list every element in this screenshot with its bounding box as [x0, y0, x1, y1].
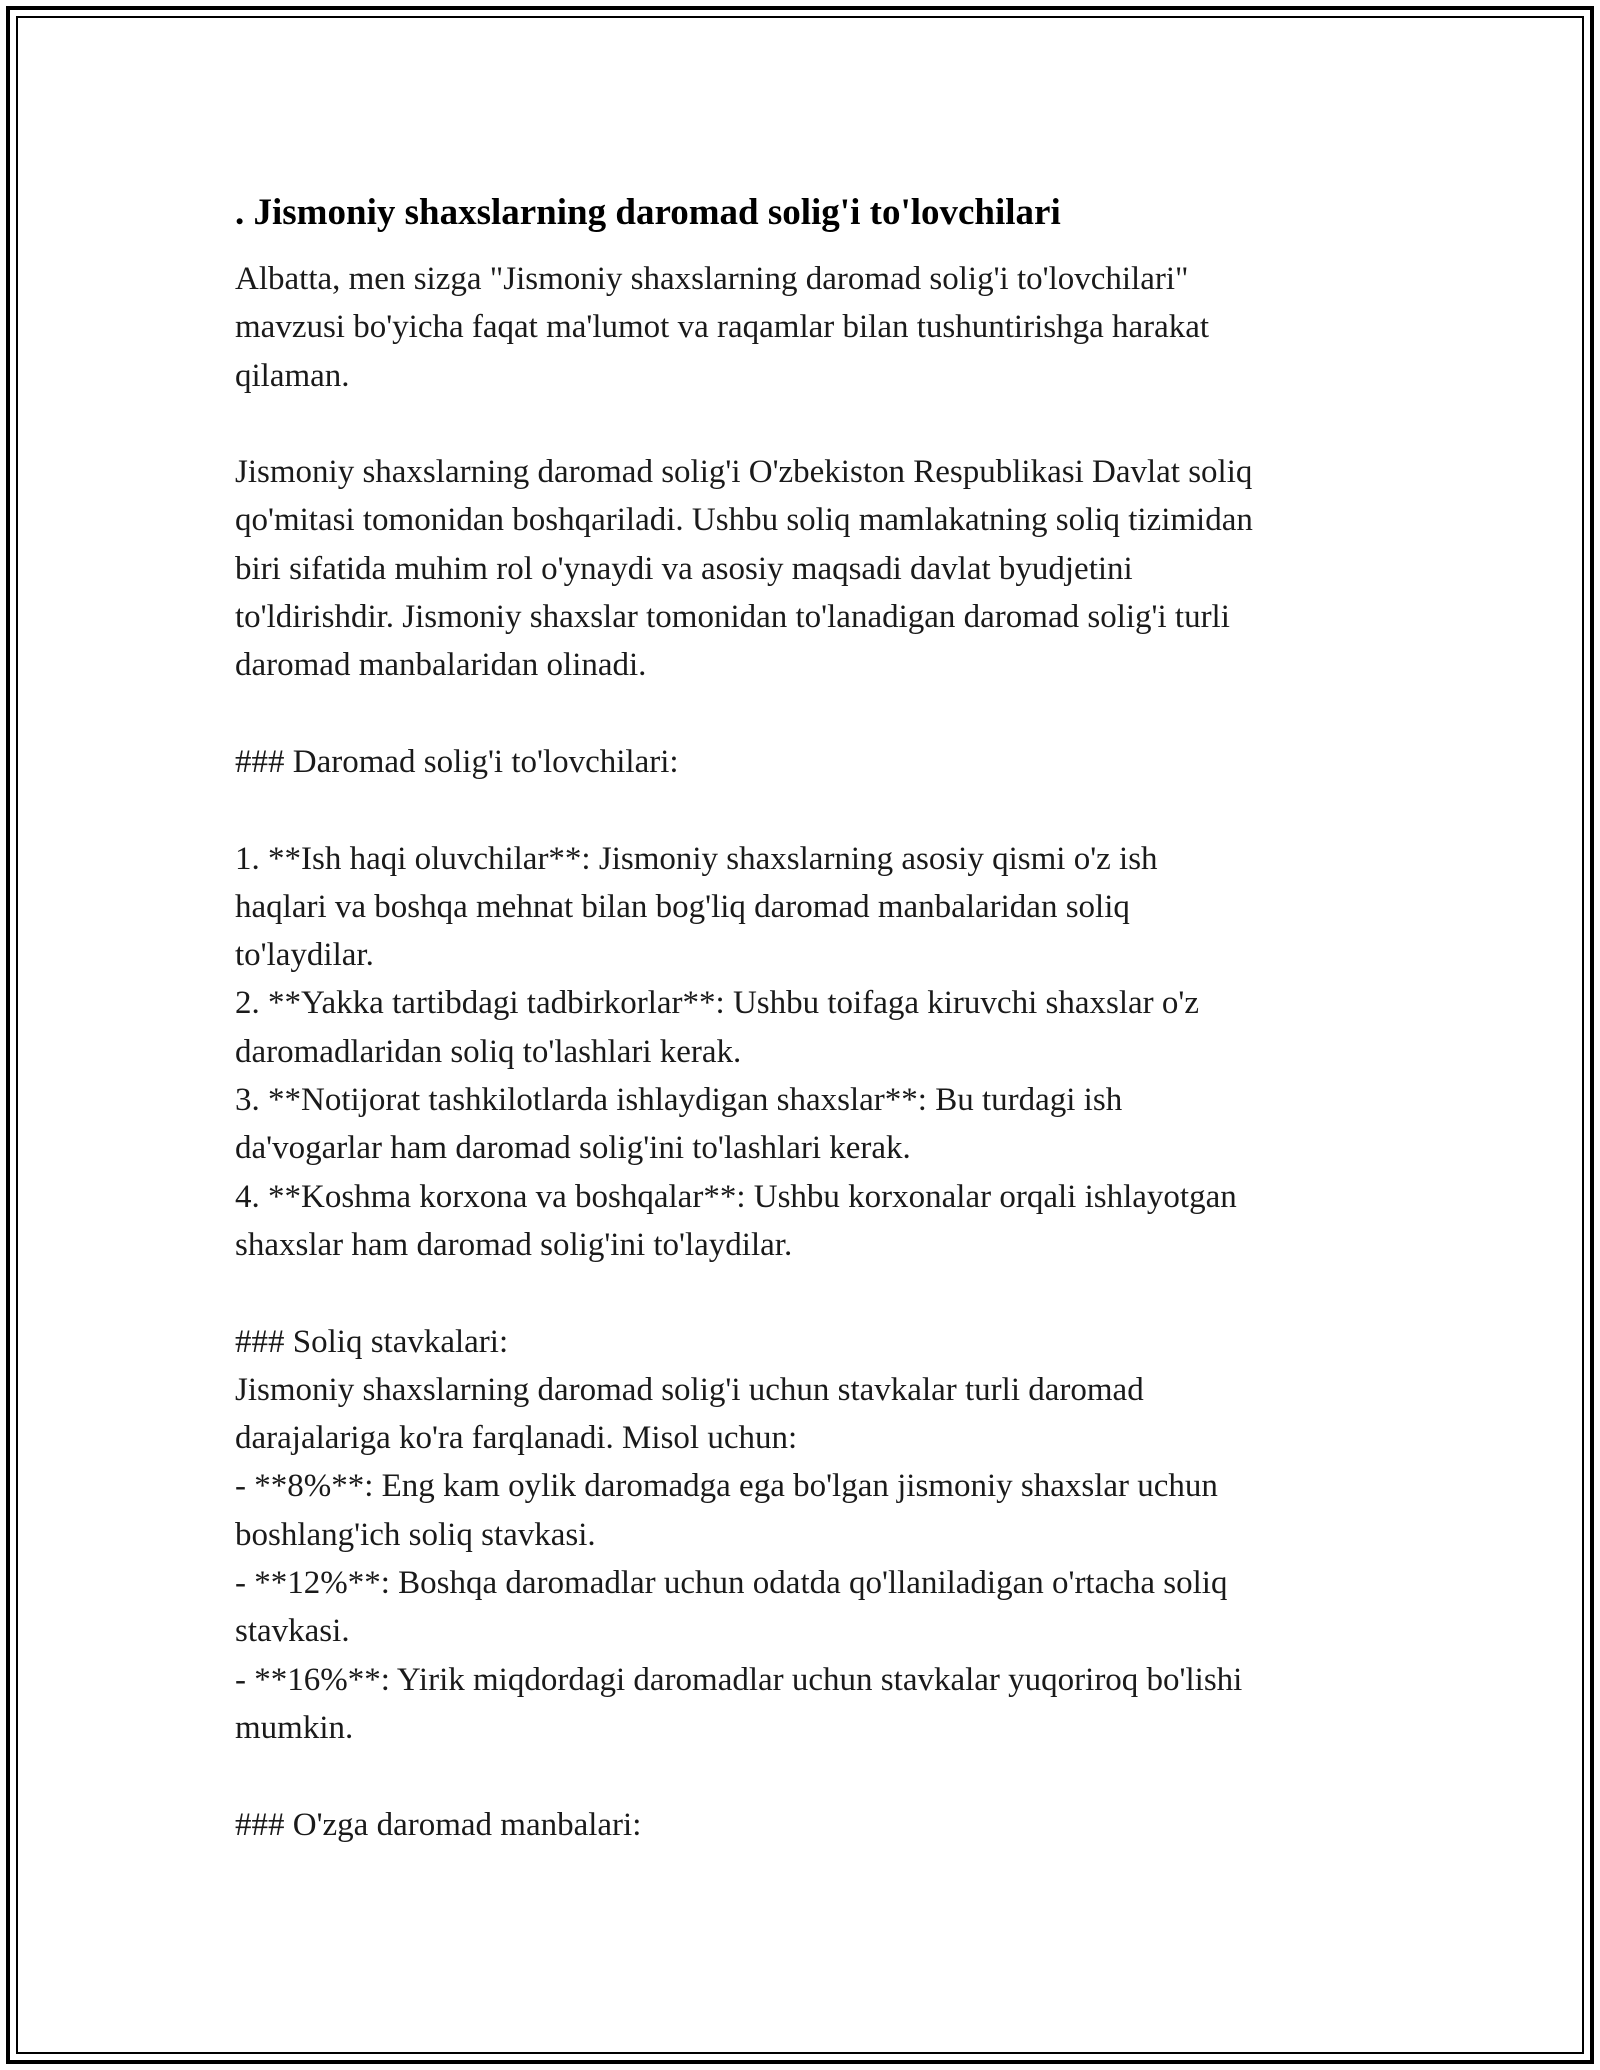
- text-line: da'vogarlar ham daromad solig'ini to'lashlari kerak.: [235, 1130, 911, 1167]
- text-line: 3. **Notijorat tashkilotlarda ishlaydigan shaxslar**: Bu turdagi ish: [235, 1082, 1123, 1119]
- text-line: daromadlaridan soliq to'lashlari kerak.: [235, 1033, 742, 1070]
- text-line: [235, 690, 1375, 738]
- text-line: shaxslar ham daromad solig'ini to'laydilar.: [235, 1226, 793, 1263]
- text-line: - **16%**: Yirik miqdordagi daromadlar uchun stavkalar yuqoriroq bo'lishi: [235, 1661, 1243, 1698]
- text-line: qo'mitasi tomonidan boshqariladi. Ushbu soliq mamlakatning soliq tizimidan: [235, 502, 1253, 539]
- document-title: . Jismoniy shaxslarning daromad solig'i to'lovchilari: [235, 192, 1061, 233]
- text-line: qilaman.: [235, 357, 350, 394]
- text-line: [235, 1752, 1375, 1800]
- text-line: to'laydilar.: [235, 937, 374, 974]
- text-line: ### O'zga daromad manbalari:: [235, 1806, 642, 1843]
- text-line: [235, 786, 1375, 834]
- text-line: - **8%**: Eng kam oylik daromadga ega bo'lgan jismoniy shaxslar uchun: [235, 1468, 1218, 1505]
- text-line: mumkin.: [235, 1709, 354, 1746]
- text-line: ### Daromad solig'i to'lovchilari:: [235, 743, 679, 780]
- text-line: daromad manbalaridan olinadi.: [235, 647, 647, 684]
- text-line: biri sifatida muhim rol o'ynaydi va asosiy maqsadi davlat byudjetini: [235, 550, 1133, 587]
- text-line: 1. **Ish haqi oluvchilar**: Jismoniy shaxslarning asosiy qismi o'z ish: [235, 840, 1158, 877]
- text-line: to'ldirishdir. Jismoniy shaxslar tomonidan to'lanadigan daromad solig'i turli: [235, 599, 1230, 636]
- text-line: boshlang'ich soliq stavkasi.: [235, 1516, 596, 1553]
- text-line: mavzusi bo'yicha faqat ma'lumot va raqamlar bilan tushuntirishga harakat: [235, 309, 1210, 346]
- document-text: [235, 255, 1375, 1849]
- text-line: stavkasi.: [235, 1613, 350, 1650]
- text-line: [235, 1269, 1375, 1317]
- document-body: [235, 187, 1375, 1849]
- text-line: Jismoniy shaxslarning daromad solig'i uchun stavkalar turli daromad: [235, 1371, 1144, 1408]
- text-line: ### Soliq stavkalari:: [235, 1323, 509, 1360]
- text-line: 4. **Koshma korxona va boshqalar**: Ushbu korxonalar orqali ishlayotgan: [235, 1178, 1237, 1215]
- text-line: haqlari va boshqa mehnat bilan bog'liq daromad manbalaridan soliq: [235, 888, 1130, 925]
- text-line: - **12%**: Boshqa daromadlar uchun odatda qo'llaniladigan o'rtacha soliq: [235, 1565, 1228, 1602]
- text-line: [235, 400, 1375, 448]
- text-line: Albatta, men sizga "Jismoniy shaxslarning daromad solig'i to'lovchilari": [235, 261, 1189, 297]
- text-line: Jismoniy shaxslarning daromad solig'i O'zbekiston Respublikasi Davlat soliq: [235, 454, 1253, 491]
- text-line: 2. **Yakka tartibdagi tadbirkorlar**: Ushbu toifaga kiruvchi shaxslar o'z: [235, 985, 1199, 1022]
- text-line: darajalariga ko'ra farqlanadi. Misol uchun:: [235, 1420, 798, 1457]
